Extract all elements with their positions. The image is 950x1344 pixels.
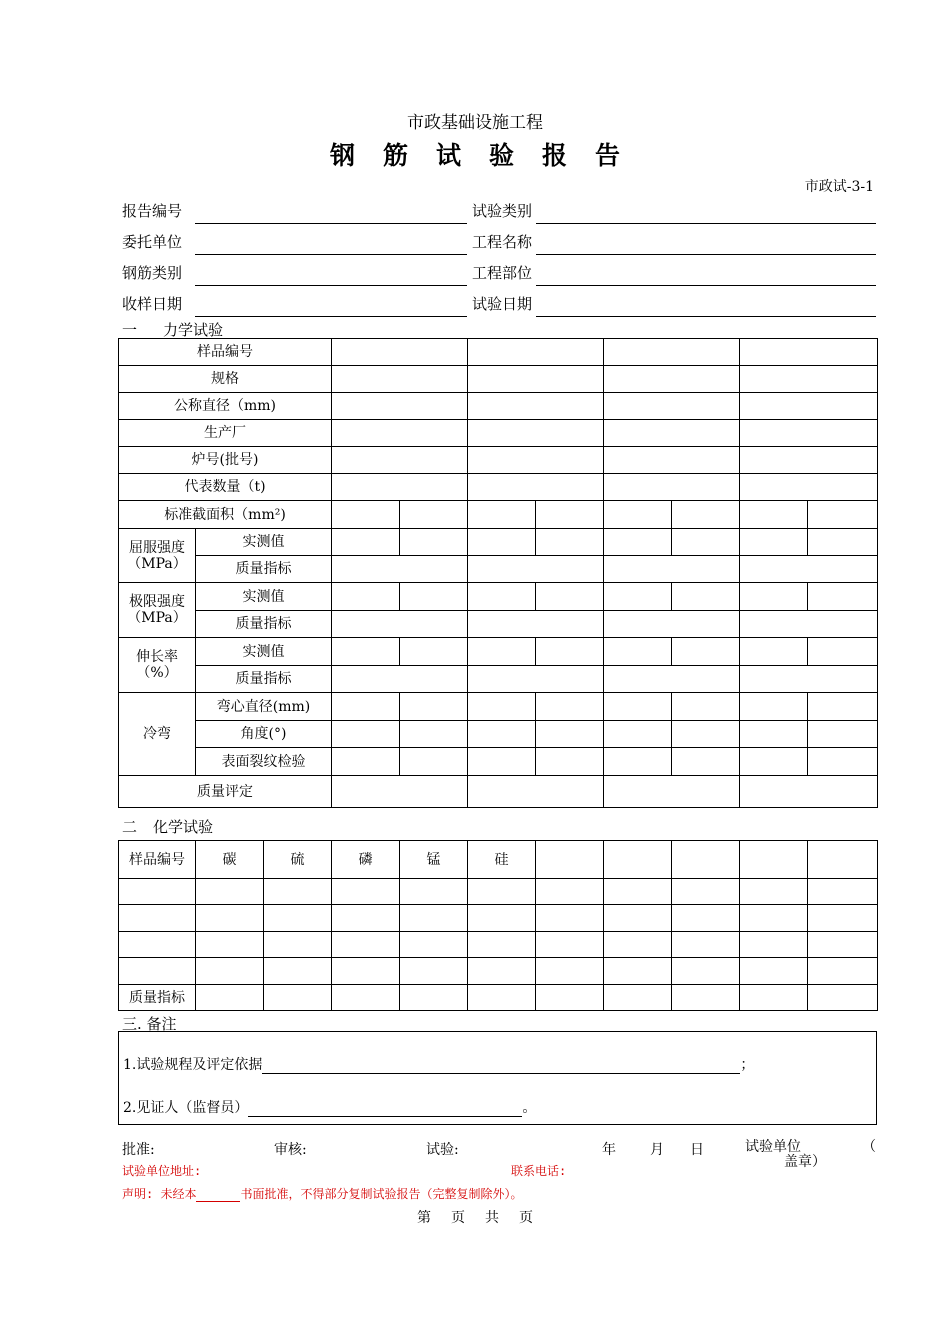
table-cell[interactable] — [468, 583, 536, 611]
yield-strength-header: 屈服强度（MPa） — [119, 529, 196, 583]
rebar-type-label: 钢筋类别 — [122, 264, 183, 282]
witness-field[interactable] — [248, 1102, 522, 1117]
table-row — [119, 958, 878, 985]
table-cell[interactable] — [332, 529, 400, 556]
title-char: 钢 — [329, 141, 355, 170]
table-row — [119, 447, 878, 474]
table-cell[interactable] — [332, 932, 400, 958]
table-cell[interactable] — [468, 666, 604, 693]
table-cell[interactable] — [119, 958, 196, 985]
page-counter — [0, 1207, 950, 1227]
element-header: 碳 — [196, 841, 264, 879]
table-cell[interactable] — [196, 985, 264, 1011]
measured-label: 实测值 — [196, 638, 332, 666]
table-cell[interactable] — [808, 529, 878, 556]
table-cell[interactable] — [604, 958, 672, 985]
client-unit-label: 委托单位 — [122, 233, 183, 251]
table-cell[interactable] — [808, 501, 878, 529]
table-cell[interactable] — [536, 841, 604, 879]
mech-section-heading — [122, 319, 223, 340]
table-cell[interactable] — [740, 693, 808, 721]
quality-index-label: 质量指标 — [196, 611, 332, 638]
table-cell[interactable] — [400, 583, 468, 611]
table-cell[interactable] — [196, 932, 264, 958]
page-char: 页 — [451, 1210, 465, 1226]
table-cell[interactable] — [332, 638, 400, 666]
paren-open: （ — [862, 1139, 876, 1155]
table-cell[interactable] — [740, 447, 878, 474]
witness-label: 2.见证人（监督员） — [123, 1100, 249, 1116]
chemical-test-table — [118, 840, 878, 1011]
table-cell[interactable] — [468, 932, 536, 958]
table-cell[interactable] — [119, 932, 196, 958]
table-row — [119, 474, 878, 501]
table-row — [119, 393, 878, 420]
page-char: 第 — [417, 1210, 431, 1226]
table-cell[interactable] — [740, 474, 878, 501]
table-cell[interactable] — [740, 841, 808, 879]
table-cell[interactable] — [740, 721, 808, 748]
element-header: 磷 — [332, 841, 400, 879]
project-part-field[interactable] — [536, 285, 876, 286]
table-cell[interactable] — [672, 905, 740, 932]
table-cell[interactable] — [604, 420, 740, 447]
assessment-header: 质量评定 — [119, 776, 332, 808]
table-cell[interactable] — [604, 447, 740, 474]
chem-section-heading — [122, 816, 213, 837]
table-cell[interactable] — [468, 958, 536, 985]
table-cell[interactable] — [332, 776, 468, 808]
table-cell[interactable] — [468, 366, 604, 393]
table-cell[interactable] — [740, 638, 808, 666]
table-cell[interactable] — [536, 905, 604, 932]
address-label: 试验单位地址: — [122, 1164, 202, 1178]
table-cell[interactable] — [672, 985, 740, 1011]
table-cell[interactable] — [400, 958, 468, 985]
table-cell[interactable] — [740, 748, 808, 776]
test-date-field[interactable] — [536, 316, 876, 317]
table-cell[interactable] — [808, 841, 878, 879]
table-cell[interactable] — [468, 501, 536, 529]
report-no-field[interactable] — [195, 223, 467, 224]
table-cell[interactable] — [740, 583, 808, 611]
table-cell[interactable] — [604, 556, 740, 583]
table-cell[interactable] — [332, 985, 400, 1011]
table-cell[interactable] — [740, 932, 808, 958]
table-cell[interactable] — [604, 611, 740, 638]
sample-date-field[interactable] — [195, 316, 467, 317]
table-cell[interactable] — [604, 638, 672, 666]
table-cell[interactable] — [740, 905, 808, 932]
cold-bend-header: 冷弯 — [119, 693, 196, 776]
section-title: 化学试验 — [153, 818, 214, 836]
table-row — [119, 748, 878, 776]
rebar-type-field[interactable] — [195, 285, 467, 286]
table-cell[interactable] — [196, 905, 264, 932]
quality-index-label: 质量指标 — [196, 666, 332, 693]
unit-blank[interactable] — [196, 1190, 240, 1202]
table-cell[interactable] — [604, 339, 740, 366]
table-cell[interactable] — [672, 721, 740, 748]
table-cell[interactable] — [400, 932, 468, 958]
quality-index-label: 质量指标 — [119, 985, 196, 1011]
table-row — [119, 693, 878, 721]
table-cell[interactable] — [536, 748, 604, 776]
table-cell[interactable] — [400, 985, 468, 1011]
table-cell[interactable] — [604, 666, 740, 693]
table-cell[interactable] — [536, 879, 604, 905]
table-cell[interactable] — [672, 958, 740, 985]
manufacturer-header: 生产厂 — [119, 420, 332, 447]
section-number: 二 — [122, 818, 138, 836]
table-cell[interactable] — [196, 958, 264, 985]
element-header: 硅 — [468, 841, 536, 879]
table-cell[interactable] — [468, 905, 536, 932]
table-cell[interactable] — [468, 611, 604, 638]
table-cell[interactable] — [604, 501, 672, 529]
table-cell[interactable] — [332, 583, 400, 611]
project-name-label: 工程名称 — [472, 233, 533, 251]
table-cell[interactable] — [468, 420, 604, 447]
table-cell[interactable] — [468, 447, 604, 474]
table-row — [119, 666, 878, 693]
title-char: 告 — [595, 141, 621, 170]
table-cell[interactable] — [808, 721, 878, 748]
table-cell[interactable] — [808, 693, 878, 721]
table-cell[interactable] — [332, 474, 468, 501]
bend-dia-label: 弯心直径(mm) — [196, 693, 332, 721]
table-cell[interactable] — [740, 366, 878, 393]
table-cell[interactable] — [536, 985, 604, 1011]
table-cell[interactable] — [400, 905, 468, 932]
report-no-label: 报告编号 — [122, 202, 183, 220]
sample-no-header: 样品编号 — [119, 841, 196, 879]
project-part-label: 工程部位 — [472, 264, 533, 282]
table-row — [119, 501, 878, 529]
table-cell[interactable] — [604, 693, 672, 721]
table-cell[interactable] — [536, 638, 604, 666]
table-cell[interactable] — [468, 693, 536, 721]
element-header: 硫 — [264, 841, 332, 879]
table-cell[interactable] — [536, 721, 604, 748]
remarks-section-heading: 三. 备注 — [122, 1015, 177, 1033]
table-row — [119, 339, 878, 366]
test-type-field[interactable] — [536, 223, 876, 224]
form-code: 市政试-3-1 — [804, 179, 874, 195]
table-cell[interactable] — [536, 693, 604, 721]
table-row — [119, 985, 878, 1011]
table-cell[interactable] — [740, 985, 808, 1011]
table-cell[interactable] — [468, 638, 536, 666]
section-number: 一 — [122, 321, 138, 339]
table-cell[interactable] — [604, 474, 740, 501]
table-cell[interactable] — [332, 501, 400, 529]
table-cell[interactable] — [808, 748, 878, 776]
title-char: 报 — [542, 141, 568, 170]
table-row — [119, 879, 878, 905]
table-cell[interactable] — [468, 529, 536, 556]
project-name-field[interactable] — [536, 254, 876, 255]
table-cell[interactable] — [332, 666, 468, 693]
table-cell[interactable] — [536, 529, 604, 556]
table-cell[interactable] — [604, 721, 672, 748]
title-char: 试 — [435, 141, 461, 170]
table-cell[interactable] — [400, 693, 468, 721]
table-cell[interactable] — [332, 393, 468, 420]
table-cell[interactable] — [672, 693, 740, 721]
table-cell[interactable] — [332, 420, 468, 447]
witness-line — [123, 1097, 536, 1117]
table-cell[interactable] — [332, 958, 400, 985]
table-cell[interactable] — [196, 879, 264, 905]
sample-date-label: 收样日期 — [122, 295, 183, 313]
table-cell[interactable] — [808, 638, 878, 666]
table-cell[interactable] — [604, 985, 672, 1011]
table-cell[interactable] — [332, 556, 468, 583]
angle-label: 角度(°) — [196, 721, 332, 748]
table-cell[interactable] — [332, 611, 468, 638]
table-cell[interactable] — [740, 420, 878, 447]
table-cell[interactable] — [672, 638, 740, 666]
table-cell[interactable] — [400, 638, 468, 666]
table-row — [119, 841, 878, 879]
remarks-box — [118, 1031, 877, 1125]
basis-field[interactable] — [262, 1059, 740, 1074]
table-cell[interactable] — [264, 958, 332, 985]
seal-label: 盖章） — [784, 1154, 826, 1170]
table-row — [119, 721, 878, 748]
table-cell[interactable] — [604, 583, 672, 611]
report-title — [0, 136, 950, 172]
table-cell[interactable] — [468, 339, 604, 366]
table-cell[interactable] — [672, 529, 740, 556]
table-cell[interactable] — [332, 366, 468, 393]
year-label: 年 — [602, 1142, 616, 1158]
table-cell[interactable] — [672, 932, 740, 958]
table-cell[interactable] — [536, 501, 604, 529]
table-cell[interactable] — [468, 748, 536, 776]
approve-label: 批准: — [122, 1142, 155, 1158]
table-cell[interactable] — [264, 905, 332, 932]
spec-header: 规格 — [119, 366, 332, 393]
tester-label: 试验: — [426, 1142, 459, 1158]
table-cell[interactable] — [119, 905, 196, 932]
quality-index-label: 质量指标 — [196, 556, 332, 583]
mechanical-test-table — [118, 338, 878, 808]
copy-statement — [122, 1185, 522, 1202]
table-cell[interactable] — [740, 879, 808, 905]
basis-label: 1.试验规程及评定依据 — [123, 1057, 263, 1073]
table-cell[interactable] — [468, 776, 604, 808]
table-cell[interactable] — [400, 879, 468, 905]
table-cell[interactable] — [604, 841, 672, 879]
test-type-label: 试验类别 — [472, 202, 533, 220]
test-unit-label: 试验单位 — [745, 1139, 801, 1155]
table-cell[interactable] — [604, 776, 740, 808]
table-row — [119, 611, 878, 638]
phone-label: 联系电话: — [511, 1164, 567, 1178]
table-cell[interactable] — [536, 932, 604, 958]
statement-suffix: 书面批准，不得部分复制试验报告（完整复制除外）。 — [240, 1187, 523, 1201]
table-cell[interactable] — [740, 776, 878, 808]
table-cell[interactable] — [808, 958, 878, 985]
table-row — [119, 932, 878, 958]
table-cell[interactable] — [604, 748, 672, 776]
table-cell[interactable] — [468, 879, 536, 905]
table-cell[interactable] — [468, 556, 604, 583]
table-cell[interactable] — [604, 393, 740, 420]
table-cell[interactable] — [672, 501, 740, 529]
table-cell[interactable] — [468, 721, 536, 748]
table-cell[interactable] — [740, 529, 808, 556]
table-cell[interactable] — [468, 474, 604, 501]
table-cell[interactable] — [740, 556, 878, 583]
table-cell[interactable] — [332, 693, 400, 721]
crack-check-label: 表面裂纹检验 — [196, 748, 332, 776]
table-row — [119, 905, 878, 932]
title-char: 筋 — [382, 141, 408, 170]
measured-label: 实测值 — [196, 529, 332, 556]
table-row — [119, 776, 878, 808]
std-area-header: 标准截面积（mm²) — [119, 501, 332, 529]
table-cell[interactable] — [264, 879, 332, 905]
punctuation: 。 — [522, 1100, 537, 1116]
table-row — [119, 366, 878, 393]
table-cell[interactable] — [808, 879, 878, 905]
table-cell[interactable] — [468, 985, 536, 1011]
measured-label: 实测值 — [196, 583, 332, 611]
table-cell[interactable] — [604, 932, 672, 958]
basis-line — [123, 1054, 754, 1074]
page-char: 页 — [519, 1210, 533, 1226]
table-row — [119, 529, 878, 556]
table-cell[interactable] — [740, 958, 808, 985]
table-cell[interactable] — [332, 905, 400, 932]
table-cell[interactable] — [536, 583, 604, 611]
quantity-header: 代表数量（t) — [119, 474, 332, 501]
title-char: 验 — [489, 141, 515, 170]
ultimate-strength-header: 极限强度（MPa） — [119, 583, 196, 638]
month-label: 月 — [650, 1142, 664, 1158]
table-cell[interactable] — [604, 366, 740, 393]
table-cell[interactable] — [740, 611, 878, 638]
table-cell[interactable] — [808, 583, 878, 611]
table-cell[interactable] — [740, 501, 808, 529]
table-cell[interactable] — [808, 985, 878, 1011]
elongation-header: 伸长率（%） — [119, 638, 196, 693]
table-cell[interactable] — [808, 905, 878, 932]
table-cell[interactable] — [740, 666, 878, 693]
review-label: 审核: — [274, 1142, 307, 1158]
table-row — [119, 583, 878, 611]
table-cell[interactable] — [604, 905, 672, 932]
table-cell[interactable] — [332, 721, 400, 748]
table-cell[interactable] — [740, 393, 878, 420]
section-title: 力学试验 — [163, 321, 224, 339]
table-cell[interactable] — [672, 748, 740, 776]
sample-no-header: 样品编号 — [119, 339, 332, 366]
table-cell[interactable] — [468, 393, 604, 420]
table-cell[interactable] — [332, 447, 468, 474]
table-cell[interactable] — [604, 529, 672, 556]
table-cell[interactable] — [740, 339, 878, 366]
table-cell[interactable] — [400, 721, 468, 748]
table-cell[interactable] — [400, 529, 468, 556]
table-cell[interactable] — [400, 501, 468, 529]
heat-no-header: 炉号(批号) — [119, 447, 332, 474]
page-char: 共 — [485, 1210, 499, 1226]
table-cell[interactable] — [672, 879, 740, 905]
table-cell[interactable] — [332, 748, 400, 776]
client-unit-field[interactable] — [195, 254, 467, 255]
table-cell[interactable] — [332, 339, 468, 366]
table-cell[interactable] — [332, 879, 400, 905]
test-date-label: 试验日期 — [472, 295, 533, 313]
table-cell[interactable] — [604, 879, 672, 905]
table-row — [119, 556, 878, 583]
table-row — [119, 638, 878, 666]
day-label: 日 — [690, 1142, 704, 1158]
table-cell[interactable] — [672, 583, 740, 611]
table-cell[interactable] — [400, 748, 468, 776]
nominal-dia-header: 公称直径（mm) — [119, 393, 332, 420]
table-cell[interactable] — [119, 879, 196, 905]
punctuation: ； — [740, 1057, 755, 1073]
table-row — [119, 420, 878, 447]
form-subtitle: 市政基础设施工程 — [407, 113, 543, 133]
table-cell[interactable] — [536, 958, 604, 985]
table-cell[interactable] — [264, 932, 332, 958]
table-cell[interactable] — [808, 932, 878, 958]
element-header: 锰 — [400, 841, 468, 879]
table-cell[interactable] — [672, 841, 740, 879]
statement-prefix: 声明: 未经本 — [122, 1187, 197, 1201]
table-cell[interactable] — [264, 985, 332, 1011]
